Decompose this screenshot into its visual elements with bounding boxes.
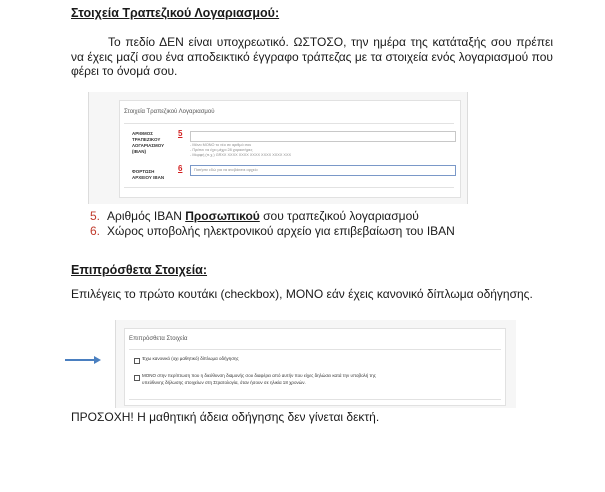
iban-upload-label: ΦΟΡΤΩΣΗ ΑΡΧΕΙΟΥ IBAN: [132, 169, 165, 180]
iban-upload-input[interactable]: [190, 165, 456, 176]
bank-paragraph-line-2: πρέπει να έχεις μαζί σου ένα αποδεικτικό έγγραφο τράπεζας με τα στοιχεία ενός: [71, 35, 553, 64]
driving-license-checkbox[interactable]: [134, 358, 140, 364]
list-number: 5.: [90, 209, 101, 223]
divider: [124, 187, 454, 188]
extra-section-paragraph: Επιλέγεις το πρώτο κουτάκι (checkbox), ΜΟΝΟ εάν έχεις κανονικό δίπλωμα οδήγησης.: [71, 287, 533, 301]
extra-form-screenshot: [115, 320, 516, 408]
address-change-checkbox[interactable]: [134, 375, 140, 381]
warning-text: ΠΡΟΣΟΧΗ! Η μαθητική άδεια οδήγησης δεν γίνεται δεκτή.: [71, 410, 380, 424]
extra-form-panel: [124, 328, 506, 406]
extra-section-heading: Επιπρόσθετα Στοιχεία:: [71, 263, 208, 277]
list-number: 6.: [90, 224, 101, 238]
bank-panel-title: Στοιχεία Τραπεζικού Λογαριασμού: [124, 109, 215, 115]
bank-paragraph-line-3: λογαριασμού που φέρει το όνομά σου.: [71, 49, 553, 78]
bank-section-paragraph: [71, 35, 553, 79]
iban-input[interactable]: [190, 131, 456, 142]
upload-marker: 6: [178, 164, 183, 173]
extra-panel-title: Επιπρόσθετα Στοιχεία: [129, 336, 188, 342]
address-change-checkbox-label: ΜΟΝΟ στην περίπτωση που η διεύθυνση διαμονής σου διαφέρει από αυτήν που είχες δηλώσει κατά την υποβολή της υπεύθυνης δήλωσης στοιχείων στη Στρατολογία, όταν ήσουν σε ηλικία 18 χρονών.: [142, 373, 376, 385]
divider: [129, 349, 501, 350]
bank-paragraph-line-1: Το πεδίο ΔΕΝ είναι υποχρεωτικό. ΩΣΤΟΣΟ, την ημέρα της κατάταξής σου: [108, 35, 512, 49]
list-item: 6. Χώρος υποβολής ηλεκτρονικού αρχείο για επιβεβαίωση του IBAN: [90, 224, 455, 238]
list-item: 5. Αριθμός IBAN Προσωπικού σου τραπεζικού λογαριασμού: [90, 209, 419, 223]
bank-form-panel: [119, 100, 461, 198]
divider: [124, 123, 454, 124]
bank-form-screenshot: [88, 92, 468, 204]
pointer-arrow-icon: [64, 355, 102, 365]
iban-field-label: ΑΡΙΘΜΟΣ ΤΡΑΠΕΖΙΚΟΥ ΛΟΓΑΡΙΑΣΜΟΥ (IBAN): [132, 131, 165, 154]
divider: [129, 399, 501, 400]
driving-license-checkbox-label: Έχω κανονικό (οχι μαθητικό) δίπλωμα οδήγησης: [142, 356, 239, 361]
iban-marker: 5: [178, 129, 183, 138]
upload-placeholder: Πατήστε εδώ για να ανεβάσετε αρχείο: [194, 168, 258, 172]
bank-section-heading: Στοιχεία Τραπεζικού Λογαριασμού:: [71, 6, 280, 20]
iban-hints: - Μόνο ΜΟΝΟ το νέο σε αριθμό σου - Πρέπει να έχει μέχρι 28 χαρακτήρες - Μορφή (π.χ.) GRXX XXXX XXXX XXXX XXXX XXXX XXX: [190, 143, 292, 157]
